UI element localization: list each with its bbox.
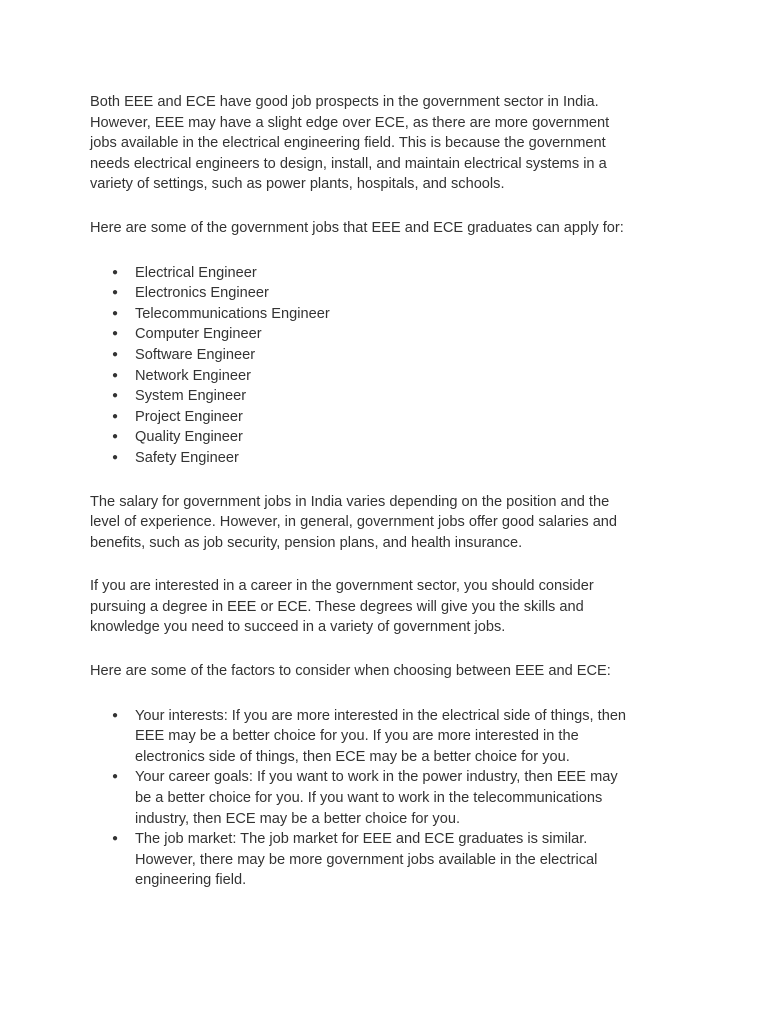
list-item-electronics-engineer: ● Electronics Engineer — [90, 283, 635, 304]
list-item-safety-engineer: ● Safety Engineer — [90, 448, 635, 469]
spacer — [90, 469, 635, 492]
spacer — [90, 239, 635, 263]
spacer — [90, 195, 635, 218]
intro-paragraph: Both EEE and ECE have good job prospects in the government sector in India. However, EEE may have a slight edge over ECE, as there are more government jobs available in the electrical engineering field. This is because the government needs electrical engineers to design, install, and maintain electrical systems in a variety of settings, such as power plants, hospitals, and schools. — [90, 94, 610, 193]
list-item-telecommunications-engineer: ● Telecommunications Engineer — [90, 304, 635, 325]
factors-list — [90, 706, 635, 891]
list-item-quality-engineer: ● Quality Engineer — [90, 427, 635, 448]
list-item-computer-engineer: ● Computer Engineer — [90, 324, 635, 345]
list-item-software-engineer: ● Software Engineer — [90, 345, 635, 366]
list-item-network-engineer: ● Network Engineer — [90, 366, 635, 387]
list-item-electrical-engineer: ● Electrical Engineer — [90, 263, 635, 284]
salary-paragraph: The salary for government jobs in India varies depending on the position and the level of experience. However, in general, government jobs offer good salaries and benefits, such as job security, pension plans, and health insurance. — [90, 493, 618, 551]
list-item-job-market: ● The job market: The job market for EEE and ECE graduates is similar. However, there may be more government jobs available in the electrical engineering field. — [90, 829, 635, 891]
career-paragraph: If you are interested in a career in the government sector, you should consider pursuing a degree in EEE or ECE. These degrees will give you the skills and knowledge you need to succeed in a variety of government jobs. — [90, 578, 594, 636]
jobs-list — [90, 263, 635, 469]
spacer — [90, 682, 635, 706]
list-item-project-engineer: ● Project Engineer — [90, 407, 635, 428]
list-item-career-goals: ● Your career goals: If you want to work in the power industry, then EEE may be a better choice for you. If you want to work in the telecommunications industry, then ECE may be a better choice for you. — [90, 767, 635, 829]
list-item-interests: ● Your interests: If you are more interested in the electrical side of things, then EEE may be a better choice for you. If you are more interested in the electronics side of things, then ECE may be a better choice for you. — [90, 706, 635, 768]
document-page — [90, 92, 635, 891]
list-item-system-engineer: ● System Engineer — [90, 386, 635, 407]
spacer — [90, 553, 635, 576]
spacer — [90, 638, 635, 661]
factors-intro-paragraph: Here are some of the factors to consider when choosing between EEE and ECE: — [90, 663, 611, 680]
jobs-intro-paragraph: Here are some of the government jobs that EEE and ECE graduates can apply for: — [90, 219, 624, 236]
